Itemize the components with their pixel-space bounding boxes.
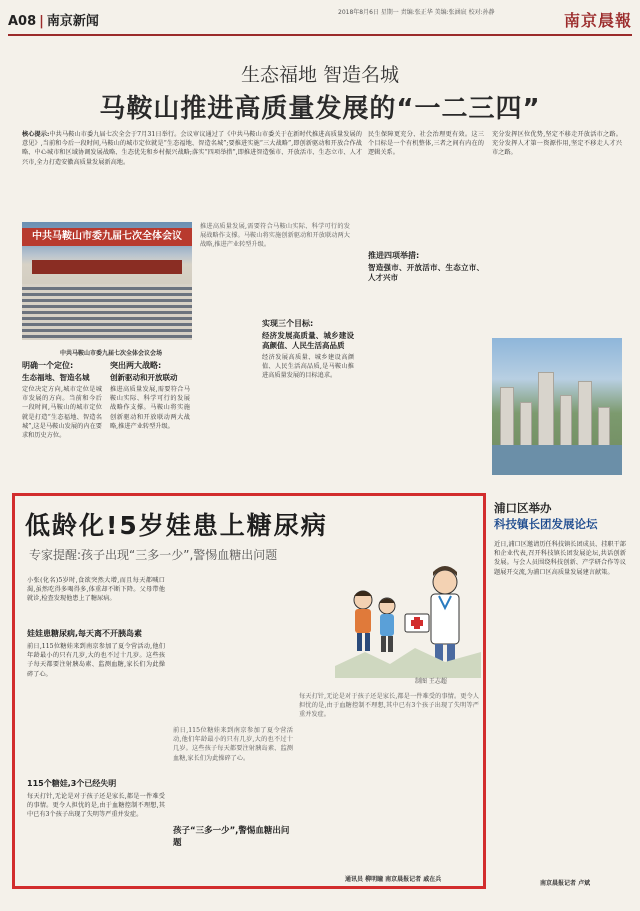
column-text-b: 推进高质量发展,需要符合马鞍山实际、科学可行的发展战略作支撑。马鞍山将实施创新驱动和开放联动两大战略,推进产业转型升级。 bbox=[110, 386, 190, 430]
doctor-children-illustration bbox=[335, 556, 481, 678]
column-text-d: 民生保障更充分、社会治理更有效。这三个目标是一个有机整体,三者之间有内在的逻辑关系。 bbox=[368, 131, 484, 157]
meeting-photo bbox=[22, 222, 192, 340]
column-measures-cont bbox=[492, 130, 622, 330]
section-title-1: 明确一个定位: bbox=[22, 361, 74, 370]
section-subtitle-2: 创新驱动和开放联动 bbox=[110, 373, 178, 382]
feature-title: 低龄化!5岁娃患上糖尿病 bbox=[25, 511, 328, 540]
side-news-title-line1: 浦口区举办 bbox=[494, 501, 552, 515]
side-news-title-line2: 科技镇长团发展论坛 bbox=[494, 517, 598, 531]
feature-col-right: 每天打针,无论是对于孩子还是家长,都是一件难受的事情。更令人担忧的是,由于血糖控制不理想,其中已有3个孩子出现了失明等严重并发症。 bbox=[299, 693, 479, 719]
side-news-title bbox=[494, 500, 626, 532]
issue-info: 2018年8月6日 星期一 责编:张正华 美编:张涵宸 校对:孙静 bbox=[338, 9, 495, 16]
feature-col-mid: 前日,115位糖娃来到南京参加了夏令营活动,他们年龄最小的只有几岁,大的也不过十几岁。这些孩子每天都要注射胰岛素、监测血糖,家长们为此操碎了心。 bbox=[173, 727, 293, 762]
story-lead bbox=[22, 130, 362, 216]
section-subtitle-1: 生态福地、智造名城 bbox=[22, 373, 90, 382]
photo-banner: 中共马鞍山市委九届七次全体会议 bbox=[22, 228, 192, 246]
column-text-e: 充分发挥区位优势,坚定不移走开放活市之路。充分发挥人才第一资源作用,坚定不移走人才兴市之路。 bbox=[492, 131, 622, 157]
column-goals-cont bbox=[368, 130, 484, 240]
page-header bbox=[8, 6, 632, 36]
column-positioning bbox=[22, 360, 102, 490]
section-subtitle-3: 经济发展高质量、城乡建设高颜值、人民生活高品质 bbox=[262, 331, 354, 350]
illustration-credit: 制图 王志超 bbox=[415, 678, 447, 685]
city-photo bbox=[492, 338, 622, 475]
feature-subtitle: 专家提醒:孩子出现“三多一少”,警惕血糖出问题 bbox=[29, 548, 278, 562]
photo-stage bbox=[32, 260, 182, 274]
feature-author: 通讯员 柳明瞳 南京晨报记者 戚在兵 bbox=[345, 876, 442, 883]
story-kicker: 生态福地 智造名城 bbox=[240, 64, 400, 86]
column-measures bbox=[368, 250, 484, 490]
column-strategy bbox=[110, 360, 190, 490]
side-news-author: 南京晨报记者 卢斌 bbox=[540, 880, 591, 887]
section-name: 南京新闻 bbox=[46, 14, 99, 29]
lead-text: 中共马鞍山市委九届七次全会于7月31日举行。会议审议通过了《中共马鞍山市委关于在新时代推进高质量发展的意见》,当前和今后一段时间,马鞍山的城市定位就是“生态福地、智造名城”;要推进实施“三大战略”,即创新驱动和开放合作战略、中心城市和区域协调发展战略、生态优先和乡村振兴战略;落实“四项举措”,即推进智造强市、开放活市、生态立市、人才兴市,全力打造安徽高质量发展新高地。 bbox=[22, 131, 362, 166]
column-text-b2: 推进高质量发展,需要符合马鞍山实际、科学可行的发展战略作支撑。马鞍山将实施创新驱动和开放联动两大战略,推进产业转型升级。 bbox=[200, 223, 350, 249]
page-number: A08 bbox=[8, 14, 37, 29]
newspaper-logo: 南京晨報 bbox=[563, 11, 632, 30]
story-headline: 马鞍山推进高质量发展的“一二三四” bbox=[99, 94, 541, 124]
photo-audience bbox=[22, 284, 192, 340]
section-title-3: 实现三个目标: bbox=[262, 319, 314, 328]
section-title-2: 突出两大战略: bbox=[110, 361, 162, 370]
column-text-a: 定位决定方向,城市定位是城市发展的方向。当前和今后一段时间,马鞍山的城市定位就是打造“生态福地、智造名城”,这是马鞍山发展的内在要求和历史方位。 bbox=[22, 386, 102, 440]
column-strategy-cont bbox=[200, 222, 350, 312]
page-number-section: A08 | 南京新闻 bbox=[8, 14, 99, 29]
column-text-c: 经济发展高质量、城乡建设高颜值、人民生活高品质,是马鞍山推进高质量发展的目标追求。 bbox=[262, 354, 354, 380]
photo-caption: 中共马鞍山市委九届七次全体会议会场 bbox=[60, 350, 163, 357]
feature-subhead-1: 娃娃患糖尿病,每天离不开胰岛素 bbox=[27, 629, 143, 638]
feature-article bbox=[12, 493, 486, 889]
feature-intro: 小张(化名)5岁时,食欲突然大增,而且每天都喊口渴,虽然吃得多喝得多,体重却不断下降。父母带他就诊,检查发现他患上了糖尿病。 bbox=[27, 577, 165, 603]
feature-highlight: 孩子“三多一少”,警惕血糖出问题 bbox=[173, 826, 290, 848]
section-subtitle-4: 智造强市、开放活市、生态立市、人才兴市 bbox=[368, 263, 484, 282]
column-goals bbox=[262, 318, 354, 490]
feature-body-1: 前日,115位糖娃来到南京参加了夏令营活动,他们年龄最小的只有几岁,大的也不过十几岁。这些孩子每天都要注射胰岛素、监测血糖,家长们为此操碎了心。 bbox=[27, 643, 165, 678]
section-title-4: 推进四项举措: bbox=[368, 251, 420, 260]
feature-subhead-2: 115个糖娃,3个已经失明 bbox=[27, 779, 117, 788]
feature-body-2: 每天打针,无论是对于孩子还是家长,都是一件难受的事情。更令人担忧的是,由于血糖控制不理想,其中已有3个孩子出现了失明等严重并发症。 bbox=[27, 793, 165, 819]
side-news-body: 近日,浦口区邀请历任科技镇长团成员、挂职干部和企业代表,召开科技镇长团发展论坛,共话创新发展。与会人员围绕科技创新、产学研合作等议题展开交流,为浦口区高质量发展建言献策。 bbox=[494, 541, 626, 576]
lead-label: 核心提示: bbox=[22, 131, 50, 138]
